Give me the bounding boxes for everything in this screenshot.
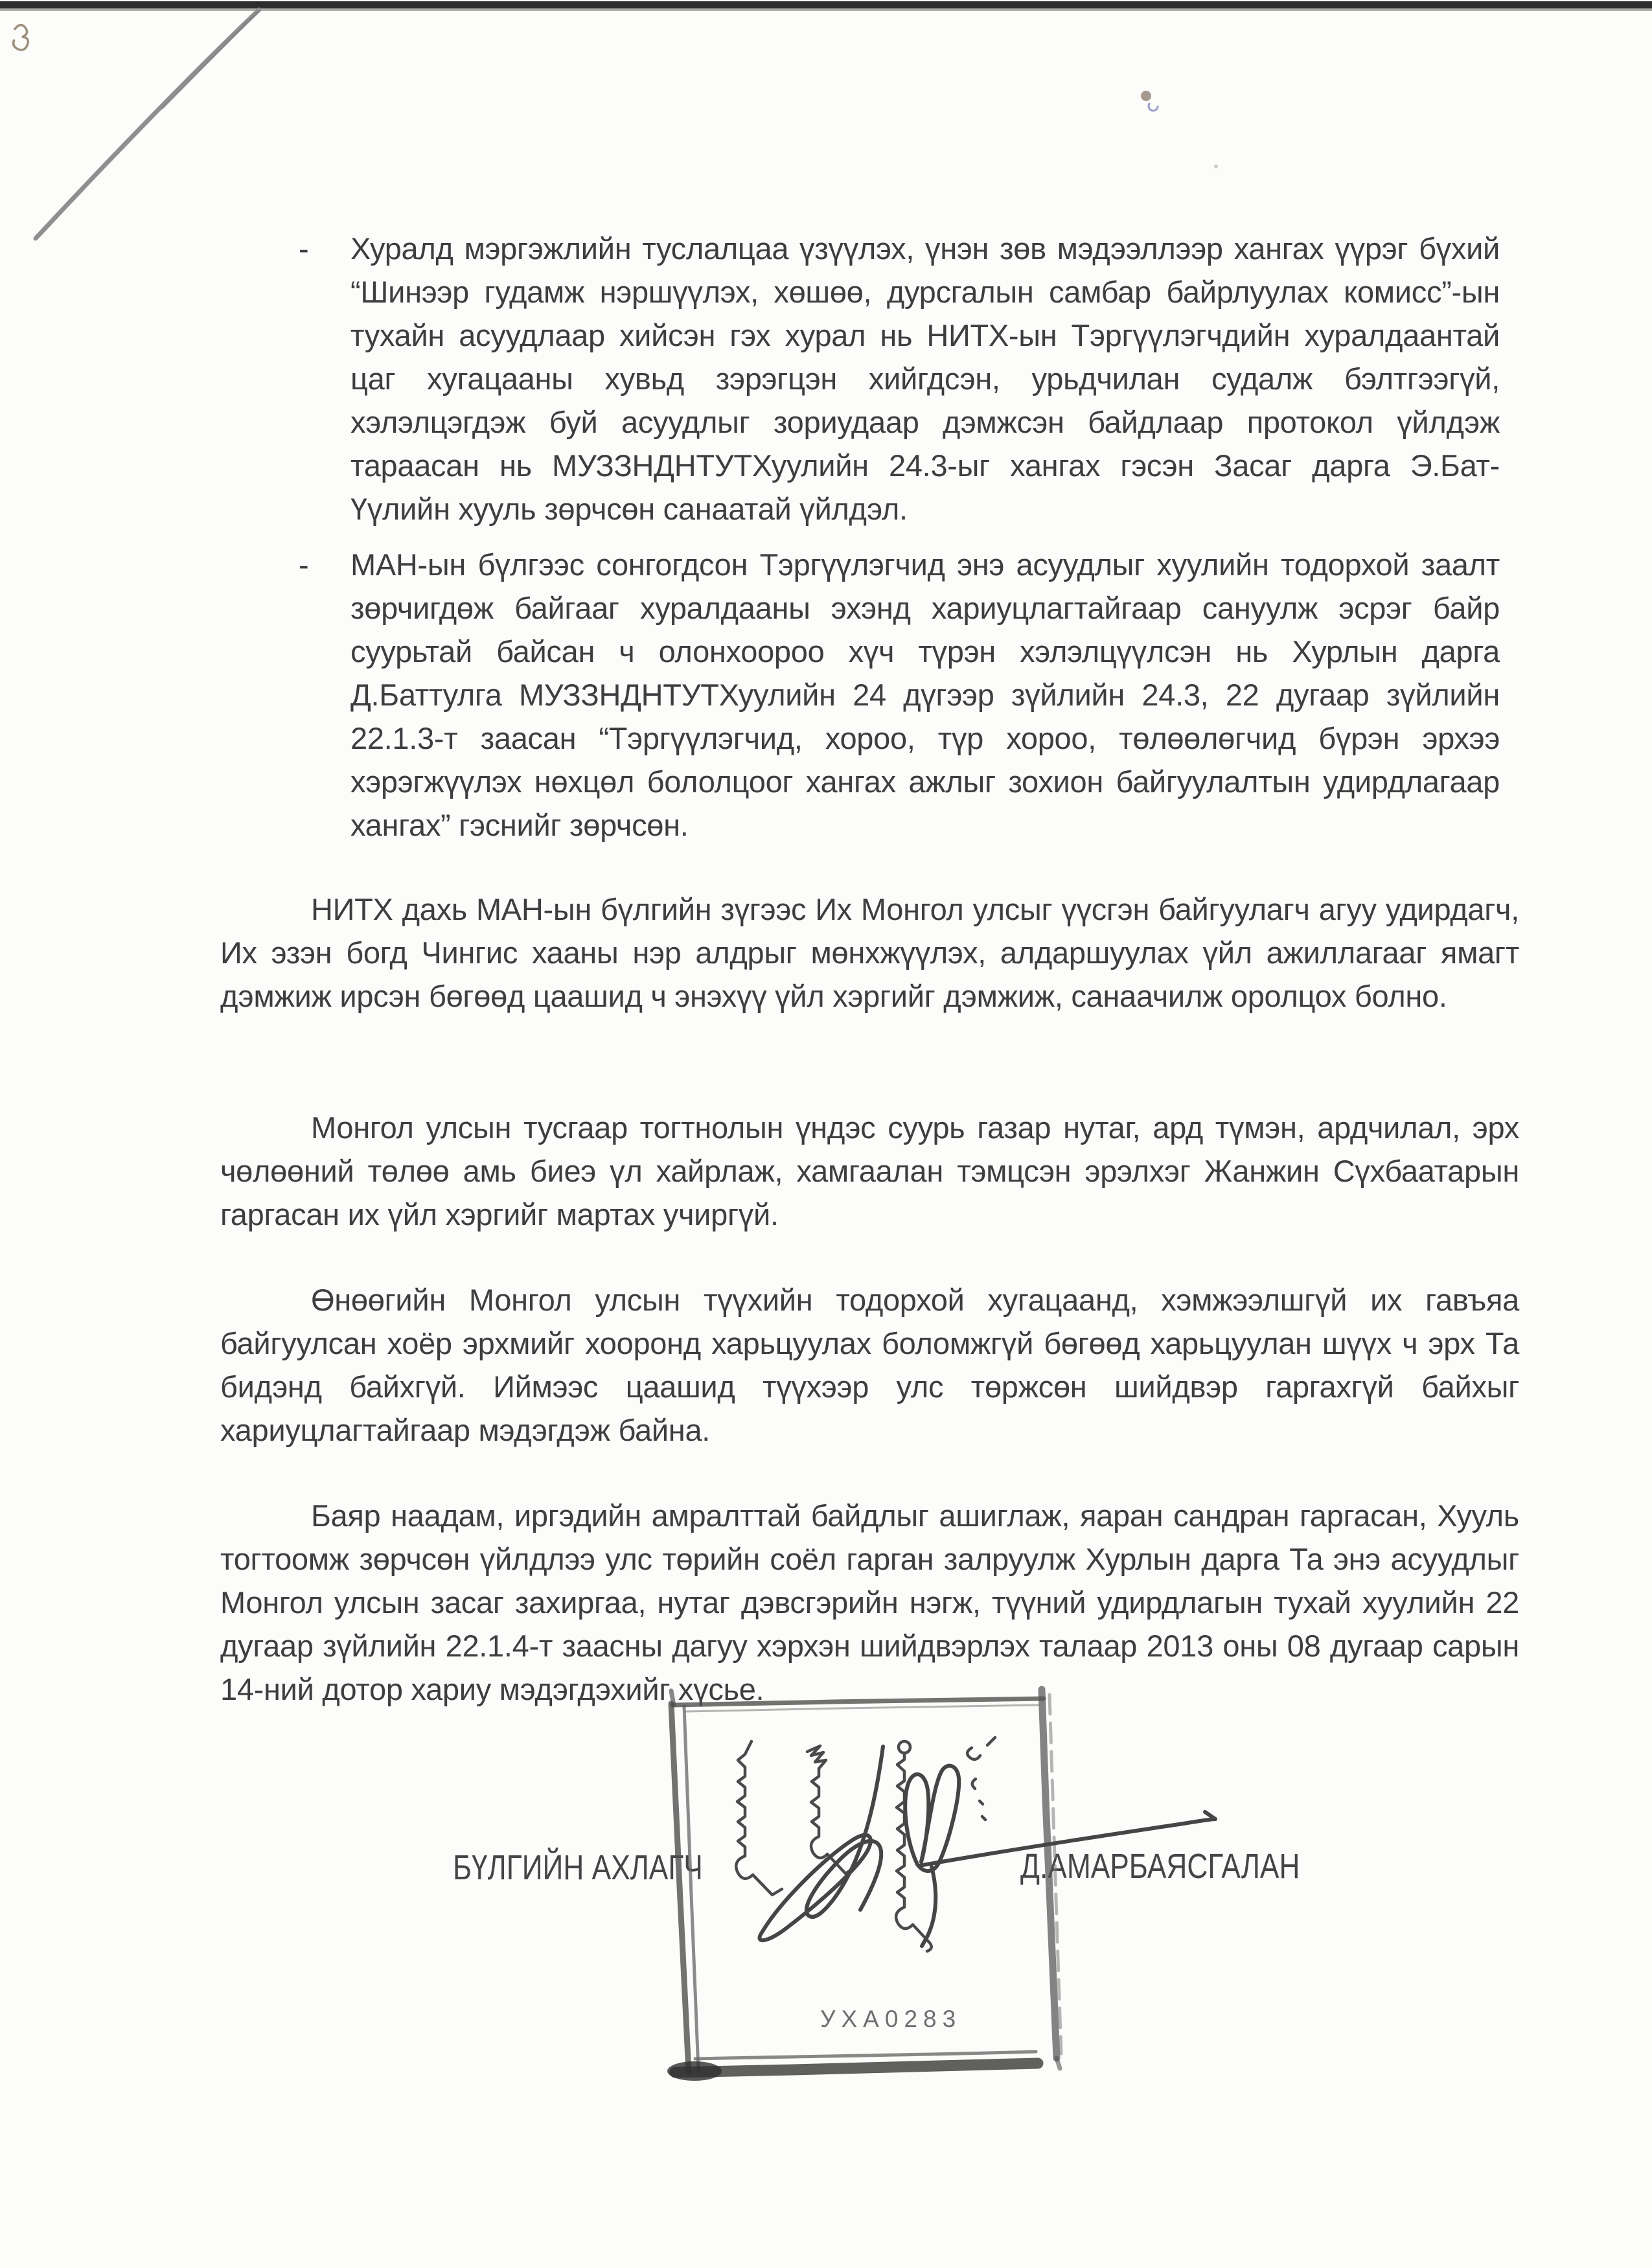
signature-title-label: БҮЛГИЙН АХЛАГЧ [453,1848,703,1887]
signature-name-label: Д.АМАРБАЯСГАЛАН [1020,1847,1300,1886]
bullet-dash: - [299,547,309,582]
speck-gray-dot [1141,91,1151,101]
scan-diagonal-line [36,10,259,238]
paragraph-history-comparison: Өнөөгийн Монгол улсын түүхийн тодорхой хугацаанд, хэмжээлшгүй их гавъяа байгуулсан хоёр эрхмийг хооронд харьцуулах боломжгүй бөгөөд харьцуулан шүүх ч эрх Та бидэнд байхгүй. Иймээс цаашид түүхээр улс төржсөн шийдвэр гаргахгүй байхыг хариуцлагтайгаар мэдэгдэж байна. [220,1283,1519,1447]
speck-faint-dot [1214,165,1218,168]
bullet-text-1: Хуралд мэргэжлийн туслалцаа үзүүлэх, үнэн зөв мэдээллээр хангах үүрэг бүхий “Шинээр гудамж нэршүүлэх, хөшөө, дурсгалын самбар байрлуулах комисс”-ын тухайн асуудлаар хийсэн гэх хурал нь НИТХ-ын Тэргүүлэгчдийн хуралдаантай цаг хугацааны хувьд зэрэгцэн хийгдсэн, урьдчилан судалж бэлтгээгүй, хэлэлцэгдэж буй асуудлыг зориудаар дэмжсэн байдлаар протокол үйлдэж тараасан нь МУЗЗНДНТУТХуулийн 24.3-ыг хангах гэсэн Засаг дарга Э.Бат-Үүлийн хууль зөрчсөн санаатай үйлдэл. [350,231,1500,526]
speck-blue-curl [1149,103,1158,111]
bullet-item-1 [295,227,1500,531]
paragraph-nitx-man-group: НИТХ дахь МАН-ын бүлгийн зүгээс Их Монгол улсыг үүсгэн байгуулагч агуу удирдагч, Их эзэн богд Чингис хааны нэр алдрыг мөнхжүүлэх, алдаршуулах үйл ажиллагааг ямагт дэмжиж ирсэн бөгөөд цаашид ч энэхүү үйл хэргийг дэмжиж, санаачилж оролцох болно. [220,892,1519,1013]
bullet-text-2: МАН-ын бүлгээс сонгогдсон Тэргүүлэгчид энэ асуудлыг хуулийн тодорхой заалт зөрчигдөж байгааг хуралдааны эхэнд хариуцлагтайгаар сануулж эсрэг байр суурьтай байсан ч олонхоороо хүч түрэн хэлэлцүүлсэн нь Хурлын дарга Д.Баттулга МУЗЗНДНТУТХуулийн 24 дүгээр зүйлийн 24.3, 22 дугаар зүйлийн 22.1.3-т заасан “Тэргүүлэгчид, хороо, түр хороо, төлөөлөгчид бүрэн эрхээ хэрэгжүүлэх нөхцөл бололцоог хангах ажлыг зохион байгуулалтын удирдлагаар хангах” гэснийг зөрчсөн. [350,547,1500,842]
paragraph-request-reply: Баяр наадам, иргэдийн амралттай байдлыг ашиглаж, яаран сандран гаргасан, Хууль тогтоомж зөрчсөн үйлдлээ улс төрийн соёл гарган залруулж Хурлын дарга Та энэ асуудлыг Монгол улсын засаг захиргаа, нутаг дэвсгэрийн нэгж, түүний удирдлагын тухай хуулийн 22 дугаар зүйлийн 22.1.4-т заасны дагуу хэрхэн шийдвэрлэх талаар 2013 оны 08 дугаар сарын 14-ний дотор хариу мэдэгдэхийг хүсье. [220,1498,1519,1706]
paragraph-independence: Монгол улсын тусгаар тогтнолын үндэс суурь газар нутаг, ард түмэн, ардчилал, эрх чөлөөний төлөө амь биеэ үл хайрлаж, хамгаалан тэмцсэн эрэлхэг Жанжин Сүхбаатарын гаргасан их үйл хэргийг мартах учиргүй. [220,1110,1519,1231]
page-top-edge-line [0,1,1652,11]
scan-diagonal-line-shadow [162,12,258,109]
ink-speck-topleft [14,25,29,50]
mongolian-script-columns [736,1737,995,1951]
bullet-item-2 [295,543,1500,847]
stamp-serial-code: УХА0283 [820,2006,962,2032]
bullet-dash: - [299,231,309,266]
